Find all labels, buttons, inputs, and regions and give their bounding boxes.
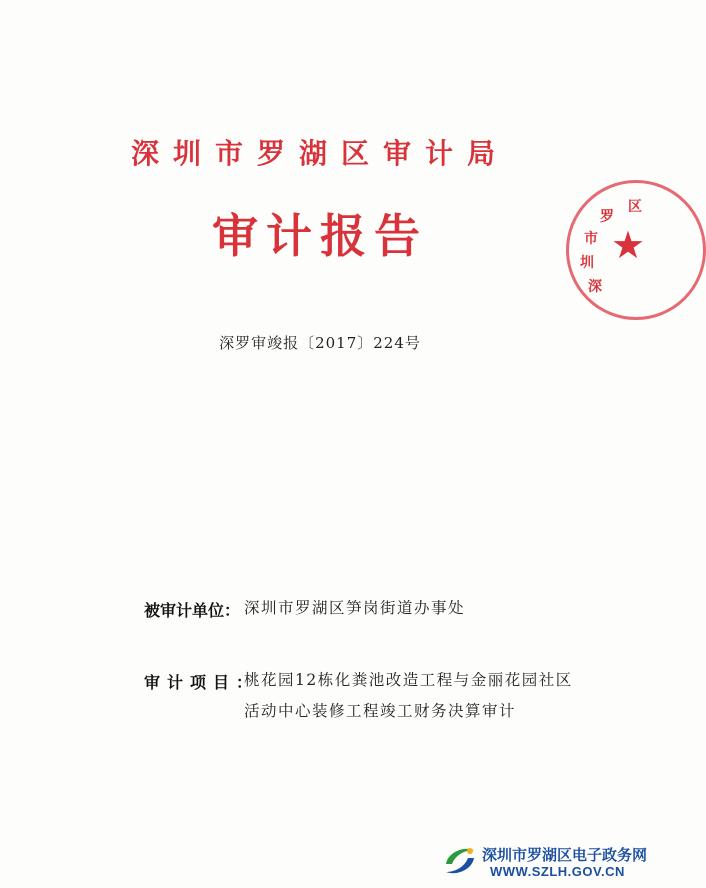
seal-char-5: 深 bbox=[588, 279, 602, 295]
audited-unit-label: 被审计单位： bbox=[144, 601, 241, 620]
site-url: WWW.SZLH.GOV.CN bbox=[490, 864, 625, 879]
seal-char-2: 罗 bbox=[600, 209, 614, 225]
project-value: 桃花园12栋化粪池改造工程与金丽花园社区活动中心装修工程竣工财务决算审计 bbox=[244, 671, 573, 720]
seal-star-icon: ★ bbox=[611, 223, 646, 267]
doc-number: 深罗审竣报〔2017〕224号 bbox=[219, 334, 421, 352]
doc-title: 审计报告 bbox=[212, 209, 428, 263]
seal-char-4: 圳 bbox=[580, 255, 594, 271]
site-watermark bbox=[440, 838, 648, 884]
project-label: 审计项目： bbox=[144, 673, 260, 692]
site-name: 深圳市罗湖区电子政务网 bbox=[482, 846, 648, 864]
seal-char-1: 区 bbox=[628, 199, 642, 215]
audited-unit-value: 深圳市罗湖区笋岗街道办事处 bbox=[244, 599, 466, 617]
site-logo-icon bbox=[440, 842, 480, 880]
org-title: 深圳市罗湖区审计局 bbox=[130, 137, 509, 170]
seal-char-3: 市 bbox=[584, 231, 598, 247]
